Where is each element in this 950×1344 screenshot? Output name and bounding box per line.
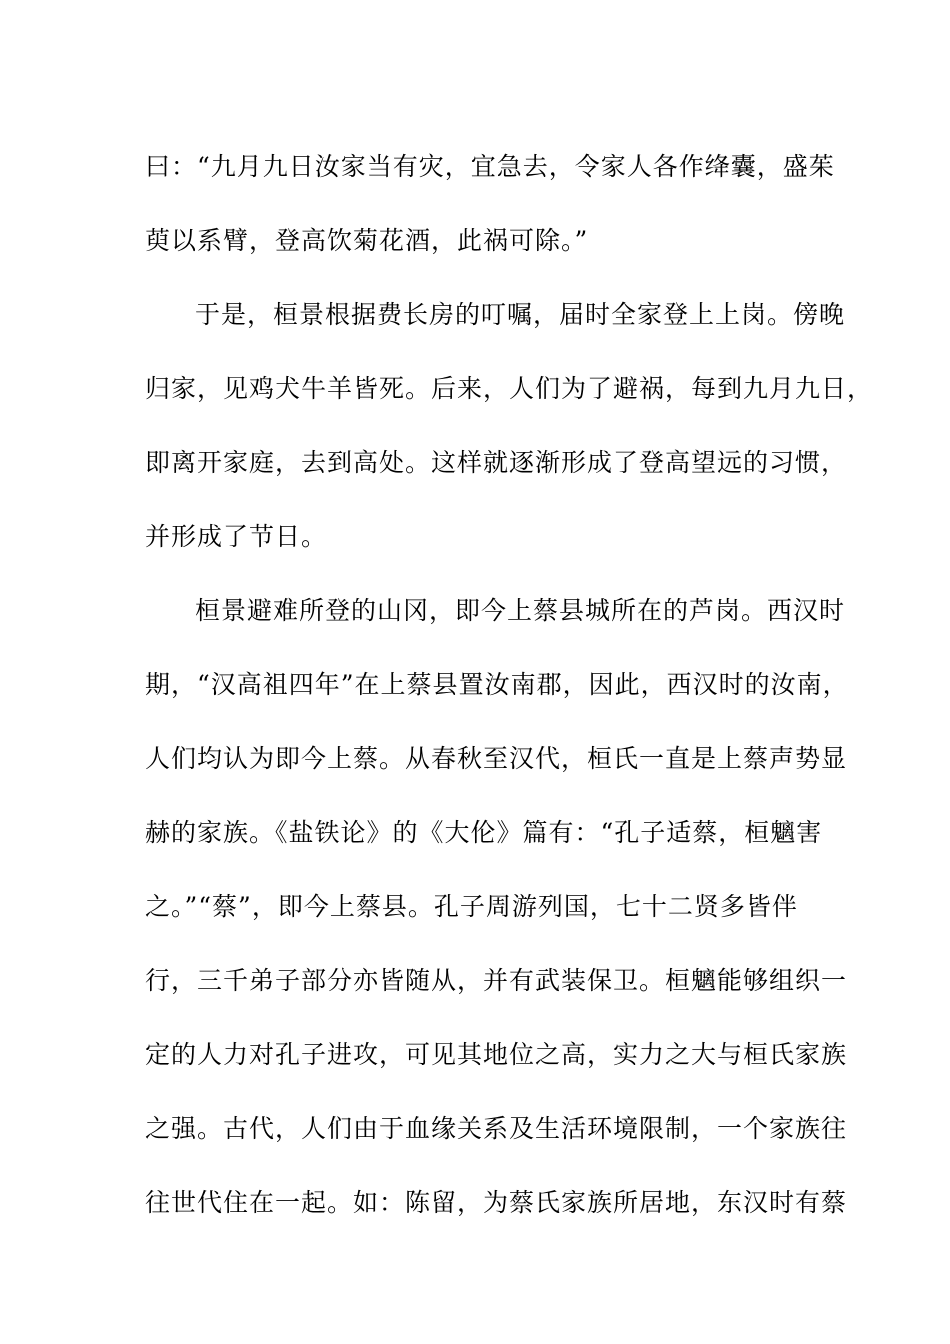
text-line-6: 并形成了节日。 xyxy=(145,522,328,551)
text-line-3: 于是，桓景根据费长房的叮嘱，届时全家登上上岗。傍晚 xyxy=(195,300,846,329)
text-line-14: 之强。古代，人们由于血缘关系及生活环境限制，一个家族往 xyxy=(145,1114,848,1143)
text-line-1: 曰：“九月九日汝家当有灾，宜急去，令家人各作绛囊，盛茱 xyxy=(145,152,835,181)
text-line-4: 归家，见鸡犬牛羊皆死。后来，人们为了避祸，每到九月九日， xyxy=(145,374,874,403)
document-body xyxy=(145,130,874,1240)
text-line-10: 赫的家族。《盐铁论》的《大伦》篇有：“孔子适蔡，桓魑害 xyxy=(145,818,823,847)
text-line-15: 往世代住在一起。如：陈留，为蔡氏家族所居地，东汉时有蔡 xyxy=(145,1188,848,1217)
text-line-12: 行，三千弟子部分亦皆随从，并有武装保卫。桓魑能够组织一 xyxy=(145,966,848,995)
text-line-5: 即离开家庭，去到高处。这样就逐渐形成了登高望远的习惯， xyxy=(145,448,848,477)
text-line-7: 桓景避难所登的山冈，即今上蔡县城所在的芦岗。西汉时 xyxy=(195,596,846,625)
text-line-2: 萸以系臂，登高饮菊花酒，此祸可除。” xyxy=(145,226,589,255)
text-line-8: 期，“汉高祖四年”在上蔡县置汝南郡，因此，西汉时的汝南， xyxy=(145,670,849,699)
text-line-9: 人们均认为即今上蔡。从春秋至汉代，桓氏一直是上蔡声势显 xyxy=(145,744,848,773)
text-line-11: 之。”“蔡”，即今上蔡县。孔子周游列国，七十二贤多皆伴 xyxy=(145,892,798,921)
text-line-13: 定的人力对孔子进攻，可见其地位之高，实力之大与桓氏家族 xyxy=(145,1040,848,1069)
